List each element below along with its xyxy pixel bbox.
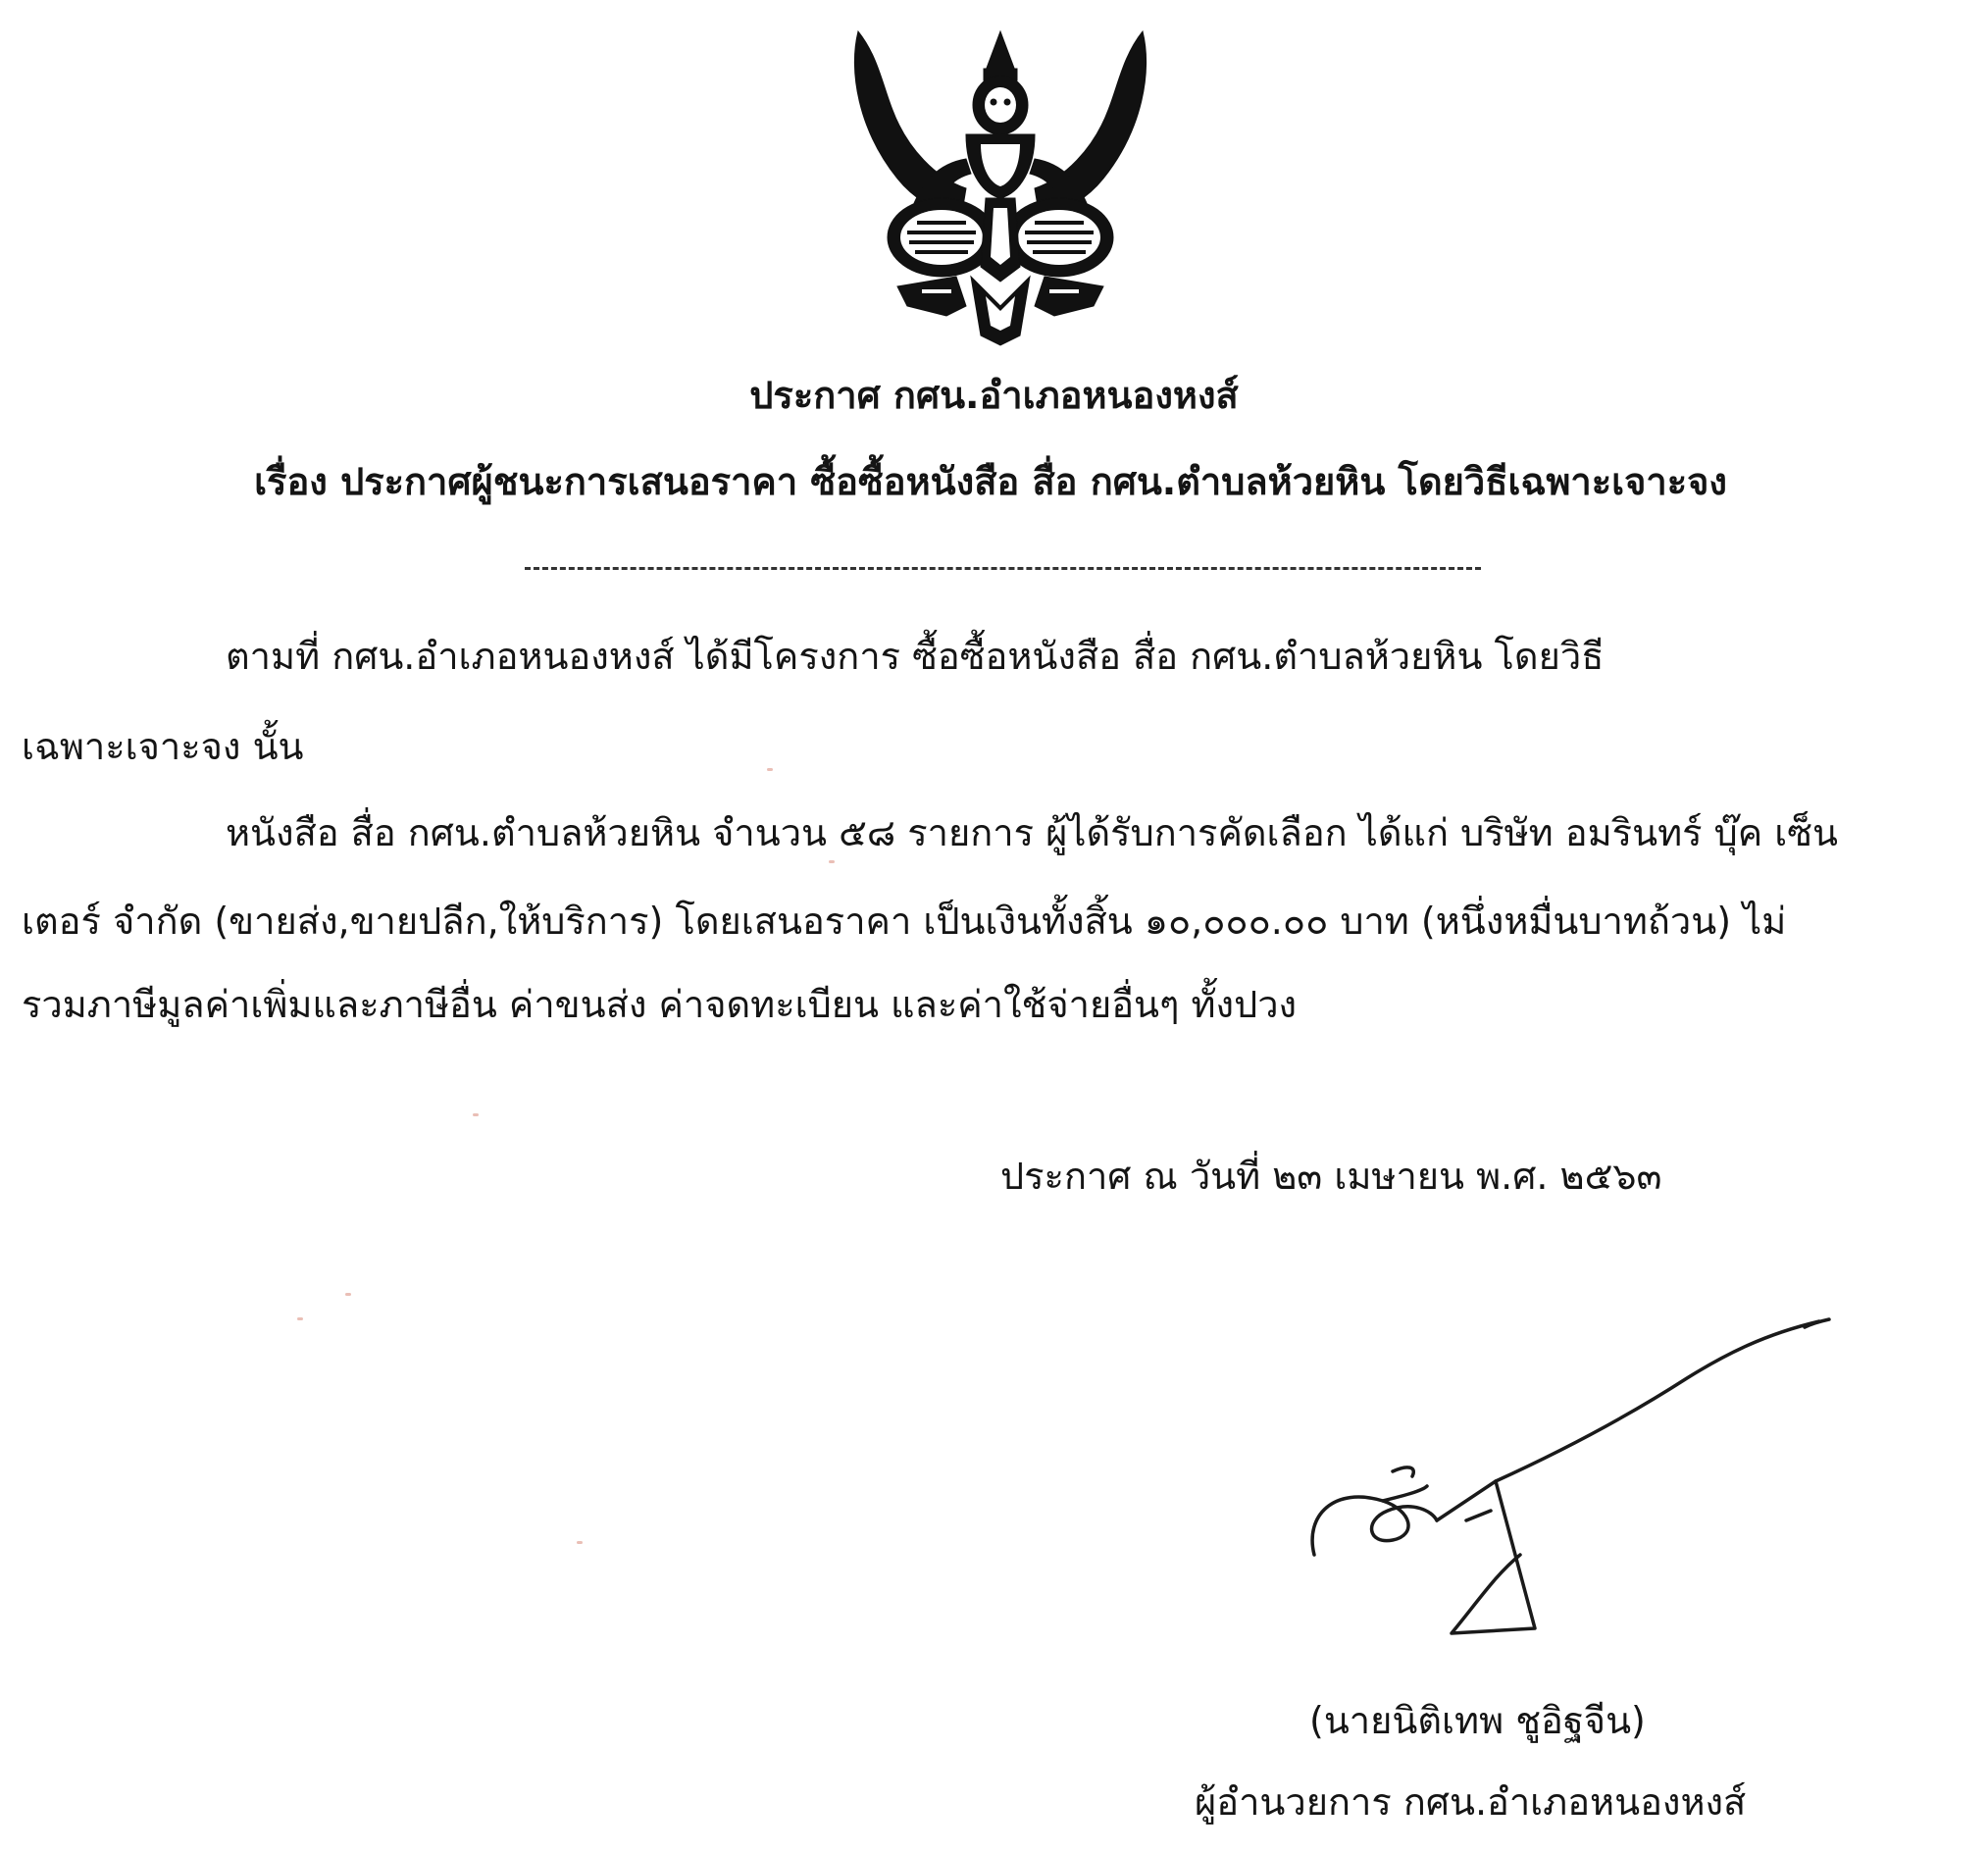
garuda-emblem [839,12,1162,350]
scan-speck [829,860,835,863]
scan-speck [473,1113,479,1116]
scan-speck [345,1293,351,1296]
separator-rule [525,567,1481,570]
announcement-subject: เรื่อง ประกาศผู้ชนะการเสนอราคา ซื้อซื้อหนังสือ สื่อ กศน.ตำบลห้วยหิน โดยวิธีเฉพาะเจาะจง [254,460,1727,503]
paragraph-2-line-2: เตอร์ จำกัด (ขายส่ง,ขายปลีก,ให้บริการ) โดยเสนอราคา เป็นเงินทั้งสิ้น ๑๐,๐๐๐.๐๐ บาท (หนึ่งหมื่นบาทถ้วน) ไม่ [22,900,1787,943]
paragraph-2-line-3: รวมภาษีมูลค่าเพิ่มและภาษีอื่น ค่าขนส่ง ค่าจดทะเบียน และค่าใช้จ่ายอื่นๆ ทั้งปวง [22,983,1298,1026]
paragraph-1-line-2: เฉพาะเจาะจง นั้น [22,725,304,768]
scan-speck [577,1541,583,1544]
paragraph-2-line-1: หนังสือ สื่อ กศน.ตำบลห้วยหิน จำนวน ๕๘ รายการ ผู้ได้รับการคัดเลือก ได้แก่ บริษัท อมรินทร์ บุ๊ค เซ็น [226,811,1838,854]
signer-title: ผู้อำนวยการ กศน.อำเภอหนองหงส์ [1195,1780,1747,1824]
announcement-title: ประกาศ กศน.อำเภอหนองหงส์ [749,374,1239,417]
signer-name: (นายนิติเทพ ชูอิฐจีน) [1309,1699,1646,1742]
handwritten-signature [1295,1310,1844,1643]
paragraph-1-line-1: ตามที่ กศน.อำเภอหนองหงส์ ได้มีโครงการ ซื้อซื้อหนังสือ สื่อ กศน.ตำบลห้วยหิน โดยวิธี [226,635,1605,678]
scan-speck [767,768,773,771]
announcement-date: ประกาศ ณ วันที่ ๒๓ เมษายน พ.ศ. ๒๕๖๓ [1000,1155,1662,1198]
scan-speck [297,1317,303,1320]
